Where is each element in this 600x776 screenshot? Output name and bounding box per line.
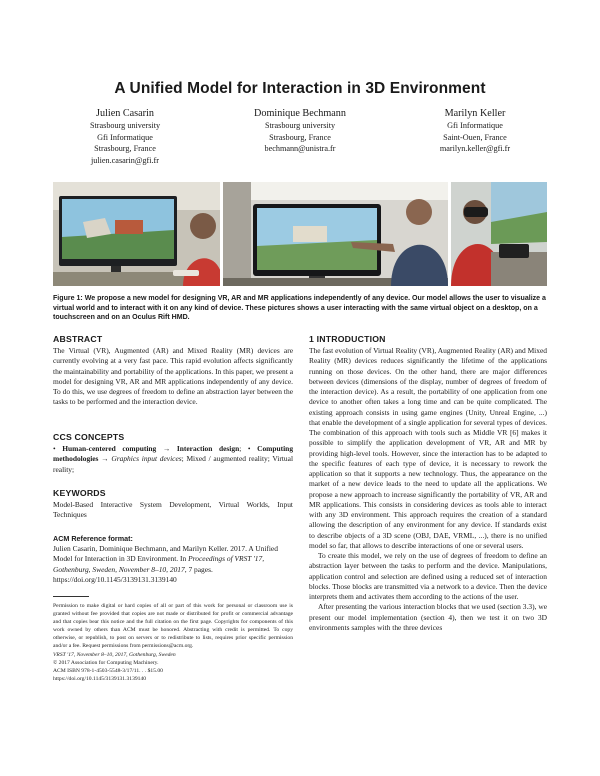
acm-ref-heading: ACM Reference format:	[53, 534, 133, 543]
author-affiliation: Strasbourg university	[264, 121, 336, 130]
acm-ref-citation: Julien Casarin, Dominique Bechmann, and Marilyn Keller. 2017. A Unified Model for Interaction in 3D Environment. In	[53, 544, 278, 564]
author-affiliation: Gfi Informatique	[97, 132, 153, 142]
acm-ref-text	[53, 544, 293, 585]
intro-paragraph-3: After presenting the various interaction blocks that we used (section 3.3), we present our model implementation (section 4), then we test it on two 3D environments samples with the three devices	[309, 602, 547, 632]
keywords-heading: KEYWORDS	[53, 488, 106, 498]
isbn-line: ACM ISBN 978-1-4503-5548-3/17/11. . . $15.00	[53, 667, 163, 674]
desktop-interaction-photo	[53, 182, 220, 286]
author-email: julien.casarin@gfi.fr	[90, 155, 159, 165]
ccs-arrow: →	[98, 454, 112, 464]
ccs-arrow: →	[156, 444, 177, 453]
permission-doi-link[interactable]: https://doi.org/10.1145/3139131.3139140	[53, 675, 147, 682]
paper-title: A Unified Model for Interaction in 3D Environment	[114, 80, 486, 97]
author-affiliation: Gfi Informatique	[447, 121, 503, 130]
author-email: bechmann@unistra.fr	[264, 144, 336, 154]
author-location: Saint-Ouen, France	[443, 132, 507, 142]
bullet: •	[53, 444, 56, 453]
ccs-section	[53, 432, 293, 475]
keywords-text: Model-Based Interactive System Development, Virtual Worlds, Input Techniques	[53, 500, 293, 520]
acm-ref-doi-link[interactable]: https://doi.org/10.1145/3139131.3139140	[53, 574, 177, 584]
author-name: Dominique Bechmann	[254, 108, 346, 119]
introduction-heading: 1 INTRODUCTION	[309, 334, 386, 344]
acm-reference	[53, 534, 293, 585]
footnote-rule	[53, 596, 89, 597]
ccs-text	[53, 444, 293, 475]
oculus-hmd-interaction-photo	[451, 182, 547, 286]
copyright-line: © 2017 Association for Computing Machinery.	[53, 659, 159, 666]
author-block	[40, 107, 560, 177]
author-2	[215, 107, 385, 155]
ccs-concept: Interaction design	[176, 444, 240, 453]
author-3	[390, 107, 560, 155]
author-email: marilyn.keller@gfi.fr	[439, 144, 511, 154]
intro-paragraph-2: To create this model, we rely on the use of degrees of freedom to define an abstraction layer between the tasks to perform and the device. Manipulations, application control and selection are defined using a reduced set of interaction blocks. Those blocks are transmitted via a network to a device. Then the device interprets them and activates them according to the actions of the user.	[309, 551, 547, 601]
abstract-section	[53, 334, 293, 408]
author-location: Strasbourg, France	[94, 144, 156, 154]
figure-caption: Figure 1: We propose a new model for designing VR, AR and MR applications independently of any device. Our model allows the user to visualize a virtual world and to interact with it on any kind of device. These pictures shows a user interacting with the same virtual object on a desktop, on a touchscreen and on an Oculus Rift HMD.	[53, 295, 546, 322]
ccs-concept: Graphics input devices	[111, 454, 182, 464]
author-1	[40, 107, 210, 166]
intro-paragraph-1: The fast evolution of Virtual Reality (VR), Augmented Reality (AR) and Mixed Reality (MR) devices reduces significantly the lifetime of the applications running on those devices. On the other hand, there are major differences between devices (dimensions of the display, number of degrees of freedom of the interaction device). As a result, the portability of one application from one device to another often takes a long time and can be quite complicated. The existing approach consists in using game engines (Unity, Unreal Engine, ...) that enable the development of a single application for several types of devices. The combination of this approach with tools such as Middle VR [6] makes it possible to simplify the application development of VR, AR and MR by providing high-level tools. However, since the interaction has to be adapted to the specific features of each type of device, it is necessary to rework the application so that it supports a new technology. Thus, the appearance on the market of a new device leads to the need to update all the applications. We propose a new approach to increase significantly the portability of VR, AR and MR applications. This consists in considering devices as tools able to interact with any 3D environment. This approach requires the creation of a standard allowing the description of any environment for any device. If standards exist to describe objects of a 3D scene (OBJ, DAE, VRML, ...), there is no unified model so far, that allows to describe interactions of one or several users.	[309, 346, 547, 550]
acm-ref-venue: Proceedings of VRST '17, Gothenburg, Sweden, November 8–10, 2017	[53, 554, 265, 574]
touchscreen-interaction-photo	[223, 182, 448, 286]
right-column	[309, 334, 547, 633]
author-affiliation: Strasbourg university	[89, 121, 161, 130]
ccs-heading: CCS CONCEPTS	[53, 432, 125, 442]
permission-block	[53, 602, 293, 683]
keywords-section	[53, 488, 293, 521]
author-location: Strasbourg, France	[269, 132, 331, 142]
ccs-concept: Human-centered computing	[62, 444, 157, 453]
acm-ref-pages: , 7 pages.	[184, 564, 213, 574]
venue-line: VRST '17, November 8–10, 2017, Gothenburg, Sweden	[53, 651, 176, 658]
ccs-rest: ; Mixed / augmented reality; Virtual reality;	[53, 454, 294, 474]
permission-venue	[53, 651, 293, 659]
author-name: Marilyn Keller	[444, 108, 506, 119]
abstract-heading: ABSTRACT	[53, 334, 103, 344]
abstract-text: The Virtual (VR), Augmented (AR) and Mixed Reality (MR) devices are currently evolving at a very fast pace. This rapid evolution affects significantly the maintainability and portability of the applications. In this paper, we present a model for designing VR, AR and MR applications independently of any device. To do this, we use degrees of freedom to define an abstraction layer between the tasks to be performed and the interaction device.	[53, 346, 293, 407]
teaser-figure	[53, 182, 547, 286]
ccs-separator: ; •	[239, 444, 258, 453]
author-name: Julien Casarin	[95, 108, 154, 119]
ccs-concept: Computing methodologies	[53, 444, 294, 464]
permission-text: Permission to make digital or hard copies of all or part of this work for personal or classroom use is granted without fee provided that copies are not made or distributed for profit or commercial advantage and that copies bear this notice and the full citation on the first page. Copyrights for components of this work owned by others than ACM must be honored. Abstracting with credit is permitted. To copy otherwise, or republish, to post on servers or to redistribute to lists, requires prior specific permission and/or a fee. Request permissions from permissions@acm.org.	[53, 603, 293, 650]
